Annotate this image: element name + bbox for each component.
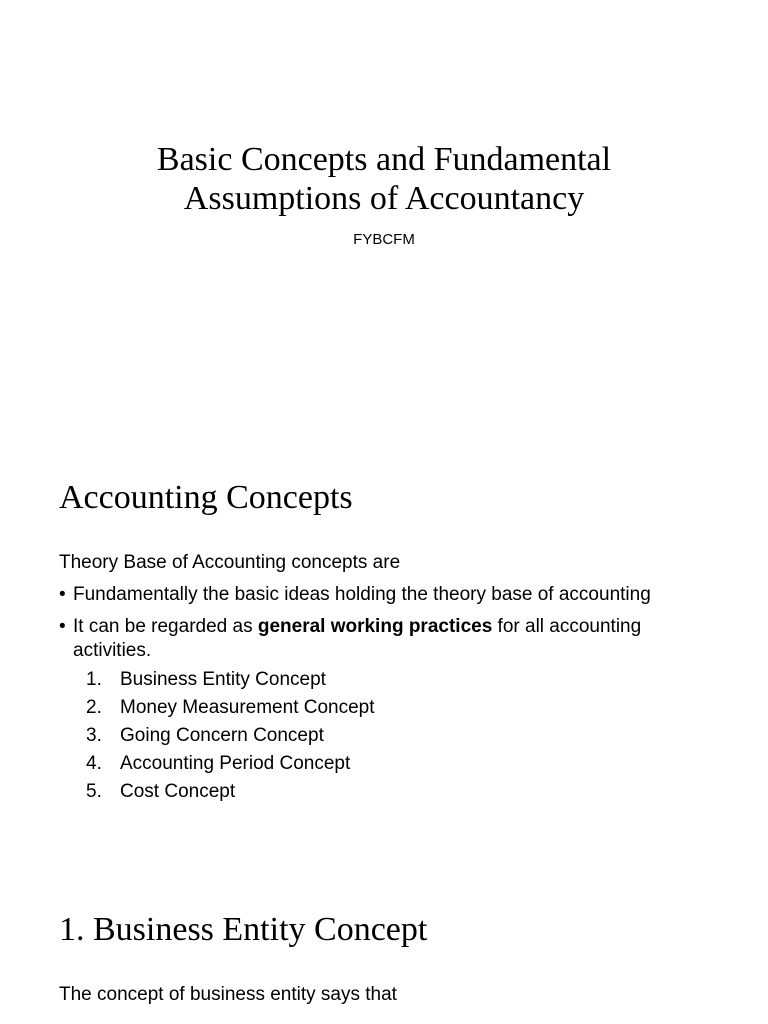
item-number: 2. — [86, 697, 102, 718]
bullet-list — [59, 583, 719, 671]
item-number: 5. — [86, 781, 102, 802]
concept-item — [86, 724, 375, 752]
item-text: Accounting Period Concept — [120, 753, 351, 774]
item-text: Going Concern Concept — [120, 725, 324, 746]
bullet-text-pre: It can be regarded as — [73, 616, 258, 637]
bullet-item-1 — [59, 583, 719, 607]
slide-heading: Accounting Concepts — [59, 479, 353, 516]
intro-text: Theory Base of Accounting concepts are — [59, 552, 401, 573]
slide-paragraph: The concept of business entity says that — [59, 984, 397, 1005]
slide-subtitle: FYBCFM — [353, 231, 415, 248]
slide-accounting-concepts — [0, 432, 768, 864]
bullet-item-2 — [59, 615, 719, 663]
slide-title — [0, 0, 768, 432]
item-number: 1. — [86, 669, 102, 690]
item-text: Business Entity Concept — [120, 669, 326, 690]
item-number: 4. — [86, 753, 102, 774]
concept-list — [86, 668, 375, 808]
concept-item — [86, 752, 375, 780]
title-line-1: Basic Concepts and Fundamental — [156, 141, 612, 178]
slide-heading: 1. Business Entity Concept — [59, 911, 428, 948]
bullet-text: Fundamentally the basic ideas holding the theory base of accounting — [73, 584, 651, 605]
concept-item — [86, 780, 375, 808]
concept-item — [86, 696, 375, 724]
bullet-text-post: for all accounting activities. — [73, 616, 642, 661]
item-number: 3. — [86, 725, 102, 746]
slide-business-entity — [0, 864, 768, 1024]
slide-title-heading — [0, 140, 768, 218]
title-line-2: Assumptions of Accountancy — [183, 180, 585, 217]
bullet-text-bold: general working practices — [257, 616, 493, 637]
item-text: Cost Concept — [120, 781, 236, 802]
concept-item — [86, 668, 375, 696]
item-text: Money Measurement Concept — [120, 697, 375, 718]
